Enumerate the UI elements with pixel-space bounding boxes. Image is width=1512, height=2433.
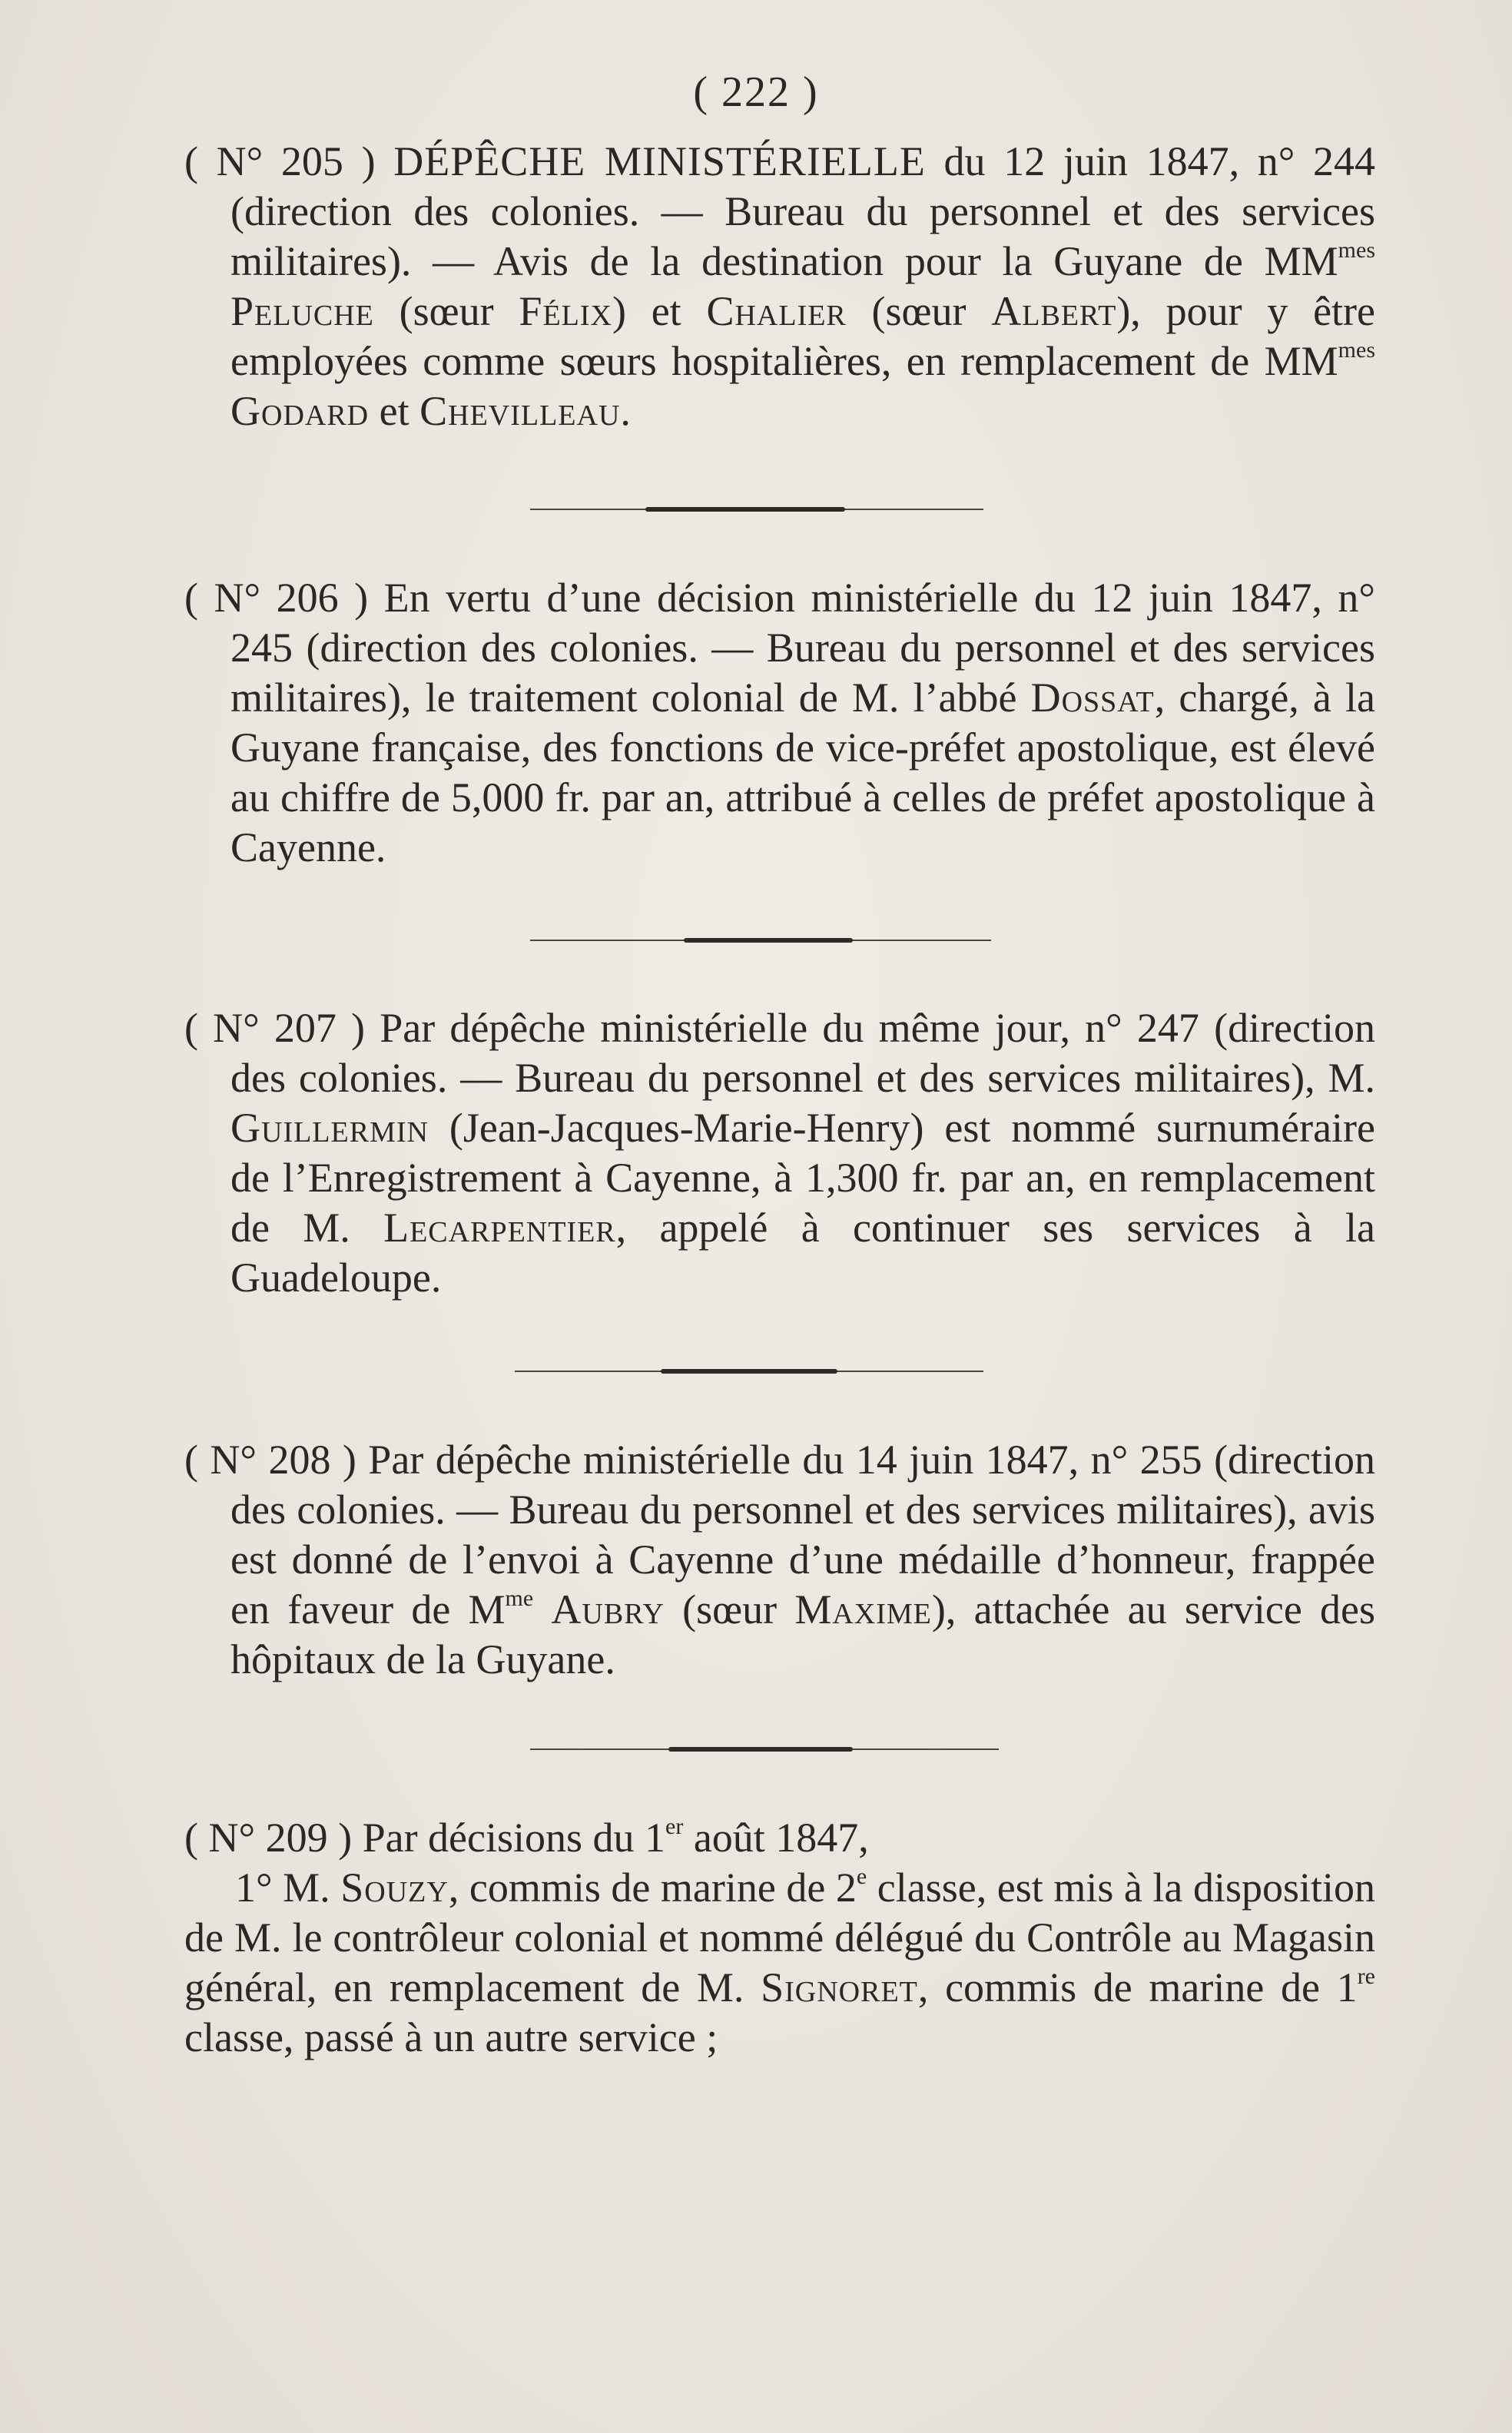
separator-rule	[530, 940, 991, 941]
entry-number: ( N° 206 )	[184, 575, 369, 621]
entry-text: , chargé, à la Guyane française, des fonctions de vice-préfet apostolique, est élevé au chiffre de 5,000 fr. par an, attribué à celles de préfet apostolique à Cayenne.	[230, 675, 1375, 870]
superscript: mes	[1338, 237, 1375, 263]
entry-number: ( N° 208 )	[184, 1437, 356, 1483]
person-name: Maxime	[794, 1586, 932, 1632]
superscript: mes	[1338, 337, 1375, 363]
entry-text: (sœur	[373, 288, 519, 334]
separator-rule	[515, 1371, 983, 1372]
entry-text: .	[620, 388, 631, 434]
person-name: Signoret	[761, 1964, 918, 2010]
entry-208	[184, 1435, 1375, 1685]
person-name: Aubry	[551, 1586, 665, 1632]
person-name: Dossat	[1030, 675, 1155, 721]
entry-text: , commis de marine de 2	[448, 1865, 857, 1911]
entry-207	[184, 1003, 1375, 1303]
entry-209	[184, 1813, 1375, 2063]
person-name: Albert	[991, 288, 1117, 334]
entry-text: (Jean-Jacques-Marie-Henry) est nommé surnuméraire de l’Enregistrement à Cayenne, à 1,300 fr. par an, en remplacement de M.	[230, 1105, 1375, 1251]
separator-rule	[530, 509, 983, 510]
entry-text: du 12 juin 1847, n° 244 (direction des colonies. — Bureau du personnel et des services militaires). — Avis de la destination pour la Guyane de MM	[230, 138, 1376, 284]
rule-swell	[645, 507, 845, 512]
entry-text: classe, est mis à la disposition de M. le contrôleur colonial et nommé délégué du Contrôle au Magasin général, en remplacement de M.	[184, 1865, 1375, 2010]
rule-swell	[661, 1369, 837, 1374]
person-name: Chevilleau	[419, 388, 621, 434]
entry-subparagraph	[184, 1863, 1375, 2063]
entry-text: Par dépêche ministérielle du même jour, n° 247 (direction des colonies. — Bureau du personnel et des services militaires), M.	[230, 1005, 1375, 1101]
person-name: Lecarpentier	[383, 1205, 616, 1251]
entry-text: Par dépêche ministérielle du 14 juin 1847, n° 255 (direction des colonies. — Bureau du personnel et des services militaires), avis est donné de l’envoi à Cayenne d’une médaille d’honneur, frappée en faveur de M	[230, 1437, 1375, 1632]
entry-paragraph	[184, 1435, 1375, 1685]
entry-heading: DÉPÊCHE MINISTÉRIELLE	[393, 138, 926, 184]
person-name: Félix	[519, 288, 612, 334]
entry-206	[184, 573, 1375, 873]
entry-paragraph	[184, 1003, 1375, 1303]
entry-text: , commis de marine de 1	[917, 1964, 1358, 2010]
rule-swell	[684, 938, 853, 943]
entry-paragraph	[184, 573, 1375, 873]
entry-paragraph	[184, 137, 1375, 436]
person-name: Godard	[230, 388, 370, 434]
page-number: ( 222 )	[693, 68, 819, 116]
superscript: re	[1357, 1964, 1375, 1989]
entry-text: ) et	[612, 288, 707, 334]
superscript: er	[665, 1814, 684, 1839]
entry-205	[184, 137, 1375, 436]
entry-text: août 1847,	[683, 1815, 869, 1861]
person-name: Chalier	[706, 288, 847, 334]
entry-text: (sœur	[664, 1586, 795, 1632]
entry-text: Par décisions du 1	[352, 1815, 666, 1861]
entry-text: et	[369, 388, 420, 434]
entry-text: ), attachée au service des hôpitaux de la Guyane.	[230, 1586, 1375, 1682]
entry-text: 1° M.	[235, 1865, 341, 1911]
entry-text: ), pour y être employées comme sœurs hospitalières, en remplacement de MM	[230, 288, 1375, 384]
entry-number: ( N° 207 )	[184, 1005, 366, 1051]
person-name: Guillermin	[230, 1105, 429, 1151]
entry-text: classe, passé à un autre service ;	[184, 2014, 718, 2060]
entry-text: , appelé à continuer ses services à la Guadeloupe.	[230, 1205, 1375, 1301]
person-name: Peluche	[230, 288, 374, 334]
person-name: Souzy	[340, 1865, 449, 1911]
entry-number: ( N° 205 )	[184, 138, 376, 184]
entry-text: En vertu d’une décision ministérielle du 12 juin 1847, n° 245 (direction des colonies. — Bureau du personnel et des services militaires), le traitement colonial de M. l’abbé	[230, 575, 1375, 721]
entry-paragraph	[184, 1813, 1375, 1863]
rule-swell	[668, 1747, 853, 1752]
superscript: me	[505, 1586, 534, 1611]
entry-text: (sœur	[846, 288, 992, 334]
separator-rule	[530, 1749, 999, 1750]
entry-number: ( N° 209 )	[184, 1815, 353, 1861]
superscript: e	[856, 1864, 867, 1889]
